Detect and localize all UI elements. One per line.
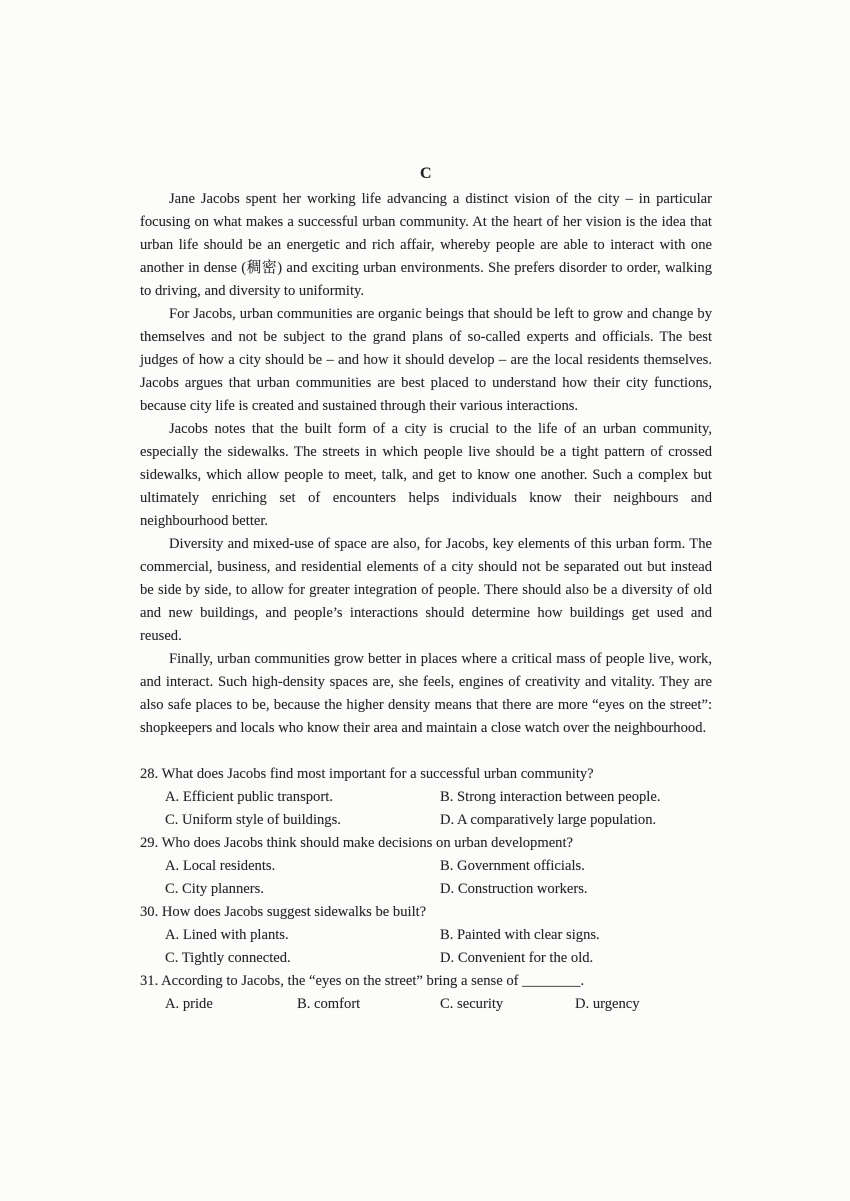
passage-paragraph: Jane Jacobs spent her working life advancing a distinct vision of the city – in particular focusing on what makes a successful urban community. At the heart of her vision is the idea that urban life should be an energetic and rich affair, whereby people are able to interact with one another in dense (稠密) and exciting urban environments. She prefers disorder to order, walking to driving, and diversity to uniformity. bbox=[140, 191, 712, 299]
option-d: D. A comparatively large population. bbox=[440, 812, 657, 828]
question-text: 31. According to Jacobs, the “eyes on the street” bring a sense of ________. bbox=[140, 973, 585, 989]
option-c: C. Uniform style of buildings. bbox=[165, 812, 341, 828]
option-c: C. security bbox=[440, 996, 504, 1012]
question-30 bbox=[140, 901, 712, 970]
option-d: D. urgency bbox=[575, 996, 640, 1012]
option-a: A. pride bbox=[165, 996, 213, 1012]
question-text: 28. What does Jacobs find most important for a successful urban community? bbox=[140, 766, 594, 782]
option-b: B. Government officials. bbox=[440, 858, 585, 874]
option-row bbox=[140, 809, 712, 832]
option-b: B. Strong interaction between people. bbox=[440, 789, 661, 805]
option-b: B. comfort bbox=[297, 996, 361, 1012]
page-content bbox=[140, 162, 712, 1016]
option-row bbox=[140, 924, 712, 947]
option-row bbox=[140, 878, 712, 901]
passage-paragraph: For Jacobs, urban communities are organic beings that should be left to grow and change by themselves and not be subject to the grand plans of so-called experts and officials. The best judges of how a city should be – and how it should develop – are the local residents themselves. Jacobs argues that urban communities are best placed to understand how their city functions, because city life is created and sustained through their various interactions. bbox=[140, 306, 712, 414]
passage-paragraph: Jacobs notes that the built form of a city is crucial to the life of an urban community, especially the sidewalks. The streets in which people live should be a tight pattern of crossed sidewalks, which allow people to meet, talk, and get to know one another. Such a complex but ultimately enriching set of encounters helps individuals know their neighbours and neighbourhood better. bbox=[140, 421, 712, 529]
question-text: 30. How does Jacobs suggest sidewalks be built? bbox=[140, 904, 427, 920]
option-row bbox=[140, 786, 712, 809]
questions-section bbox=[140, 763, 712, 1016]
option-c: C. City planners. bbox=[165, 881, 264, 897]
reading-passage bbox=[140, 188, 712, 740]
option-row bbox=[140, 855, 712, 878]
option-a: A. Local residents. bbox=[165, 858, 276, 874]
passage-paragraph: Finally, urban communities grow better in places where a critical mass of people live, work, and interact. Such high-density spaces are, she feels, engines of creativity and vitality. They are also safe places to be, because the higher density means that there are more “eyes on the street”: shopkeepers and locals who know their area and maintain a close watch over the neighbourhood. bbox=[140, 651, 712, 736]
question-28 bbox=[140, 763, 712, 832]
option-d: D. Construction workers. bbox=[440, 881, 588, 897]
section-heading: C bbox=[419, 165, 433, 182]
question-31 bbox=[140, 970, 712, 1016]
option-b: B. Painted with clear signs. bbox=[440, 927, 600, 943]
option-row bbox=[140, 993, 712, 1016]
option-row bbox=[140, 947, 712, 970]
option-a: A. Efficient public transport. bbox=[165, 789, 333, 805]
question-29 bbox=[140, 832, 712, 901]
option-c: C. Tightly connected. bbox=[165, 950, 291, 966]
option-d: D. Convenient for the old. bbox=[440, 950, 594, 966]
option-a: A. Lined with plants. bbox=[165, 927, 289, 943]
passage-paragraph: Diversity and mixed-use of space are also, for Jacobs, key elements of this urban form. The commercial, business, and residential elements of a city should not be separated out but instead be side by side, to allow for greater integration of people. There should also be a diversity of old and new buildings, and people’s interactions should determine how buildings get used and reused. bbox=[140, 536, 712, 644]
question-text: 29. Who does Jacobs think should make decisions on urban development? bbox=[140, 835, 574, 851]
